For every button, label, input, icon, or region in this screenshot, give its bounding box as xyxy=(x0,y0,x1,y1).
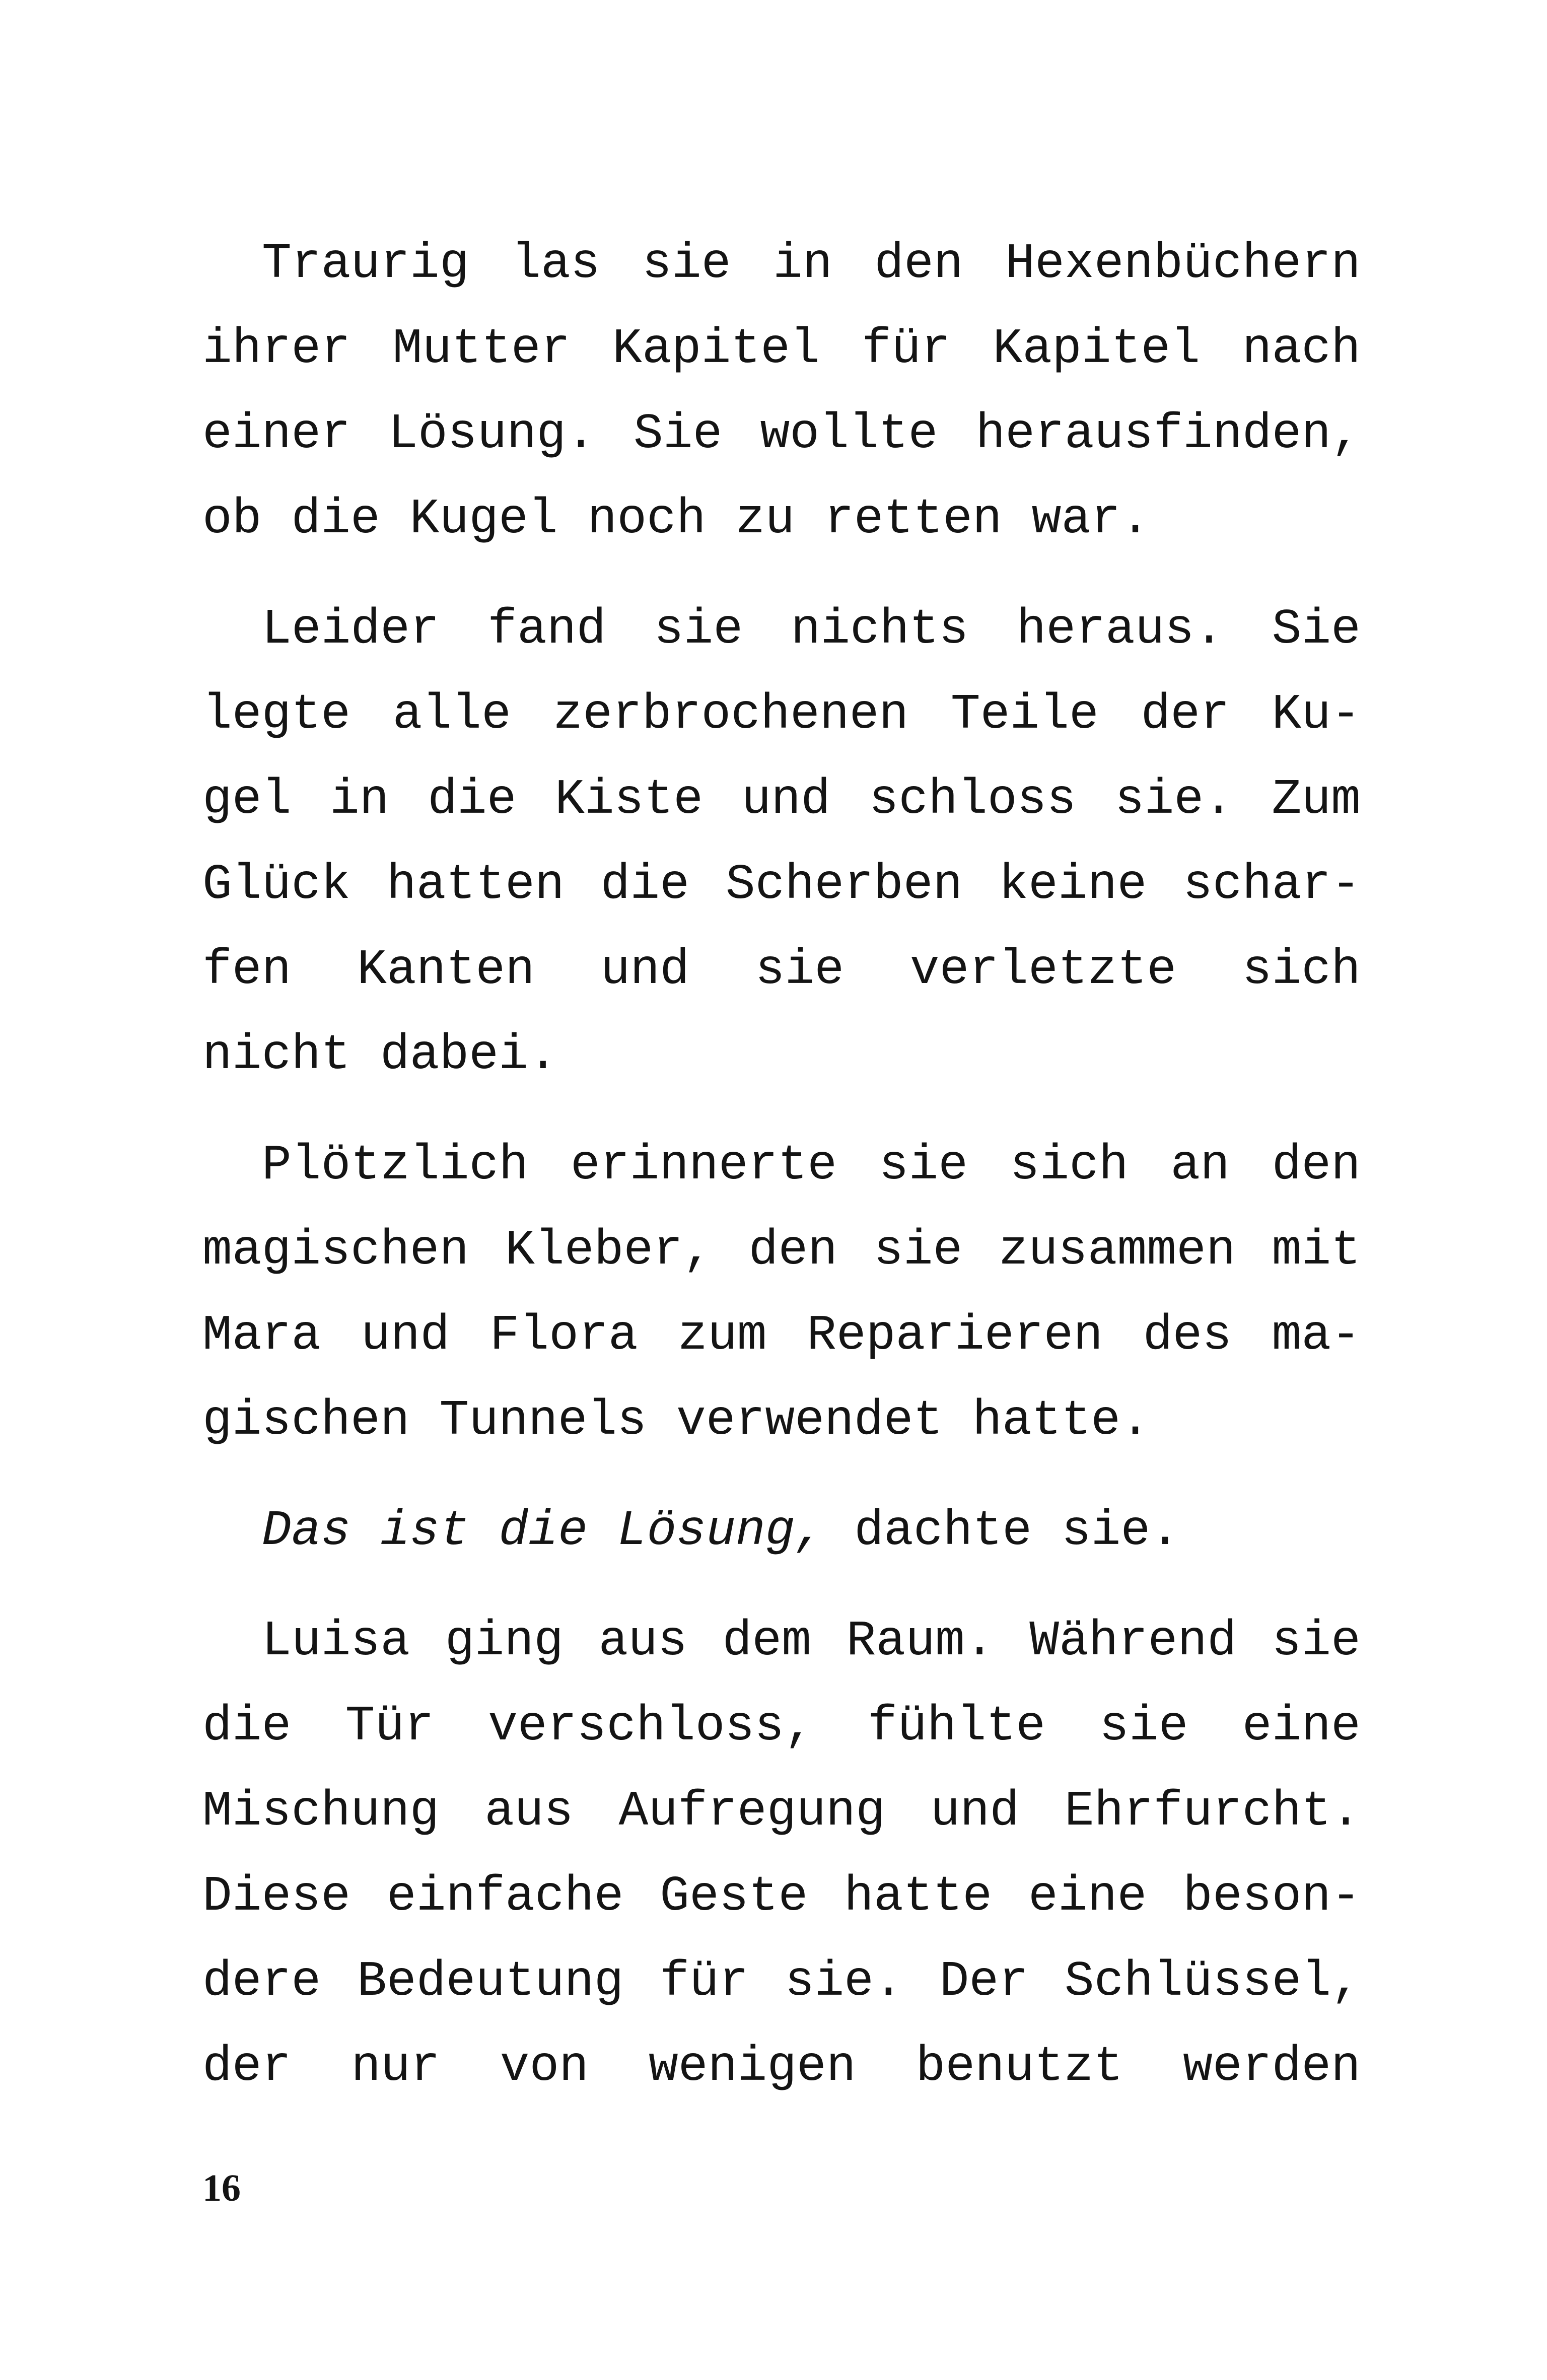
word: Kapitel xyxy=(612,321,820,377)
word: Kiste xyxy=(555,772,704,828)
word: hatte xyxy=(844,1869,993,1925)
word: wenigen xyxy=(648,2039,856,2095)
word: herausfinden, xyxy=(975,406,1361,462)
word: und xyxy=(361,1308,450,1364)
word: die xyxy=(600,857,690,913)
word: alle xyxy=(392,687,511,743)
word: die xyxy=(202,1699,292,1755)
paragraph-1-line-1 xyxy=(202,229,1361,300)
word: und xyxy=(741,772,831,828)
paragraph-1-line-4 xyxy=(202,484,1361,555)
word: aus xyxy=(598,1614,687,1669)
word: einfache xyxy=(386,1869,624,1925)
paragraph-2-line-3 xyxy=(202,765,1361,835)
word: Plötzlich xyxy=(262,1138,529,1194)
word: Kanten xyxy=(357,942,535,998)
paragraph-1-line-3 xyxy=(202,399,1361,470)
word: Tür xyxy=(345,1699,434,1755)
paragraph-2-line-4 xyxy=(202,850,1361,921)
word: dem xyxy=(722,1614,811,1669)
word: ging xyxy=(445,1614,564,1669)
paragraph-5-line-5 xyxy=(202,1947,1361,2017)
word: sie xyxy=(1099,1699,1188,1755)
word: für xyxy=(862,321,951,377)
word: nur xyxy=(351,2039,440,2095)
word: Geste xyxy=(660,1869,808,1925)
word: Mutter xyxy=(392,321,571,377)
word: schar- xyxy=(1183,857,1361,913)
word: und xyxy=(600,942,690,998)
word: fand xyxy=(487,602,606,658)
page-number: 16 xyxy=(202,2167,241,2209)
word: schloss xyxy=(869,772,1077,828)
word: und xyxy=(930,1784,1020,1840)
word: den xyxy=(874,236,963,292)
paragraph-3-line-2 xyxy=(202,1216,1361,1286)
line-text: nicht dabei. xyxy=(202,1027,558,1083)
line-text: ob die Kugel noch zu retten war. xyxy=(202,492,1150,547)
word: einer xyxy=(202,406,351,462)
word: Luisa xyxy=(262,1614,410,1669)
word: eine xyxy=(1242,1699,1361,1755)
word: der xyxy=(1141,687,1230,743)
word: sie. xyxy=(785,1954,903,2010)
paragraph-5-line-6 xyxy=(202,2032,1361,2103)
word: Ehrfurcht. xyxy=(1064,1784,1361,1840)
paragraph-4-line-1 xyxy=(202,1496,1361,1567)
line-text: gischen Tunnels verwendet hatte. xyxy=(202,1393,1150,1449)
word: von xyxy=(500,2039,589,2095)
word: legte xyxy=(202,687,351,743)
word: zusammen xyxy=(999,1223,1236,1279)
word: nichts xyxy=(791,602,969,658)
word: zerbrochenen xyxy=(553,687,909,743)
paragraph-5-line-1 xyxy=(202,1606,1361,1677)
word: Diese xyxy=(202,1869,351,1925)
word: sie xyxy=(755,942,845,998)
word: Mara xyxy=(202,1308,321,1364)
word: werden xyxy=(1183,2039,1361,2095)
word: Traurig xyxy=(262,236,469,292)
line-text: dachte sie. xyxy=(824,1503,1180,1559)
word: sie xyxy=(879,1138,968,1194)
word: ihrer xyxy=(202,321,351,377)
word: Flora xyxy=(489,1308,638,1364)
word: Teile xyxy=(950,687,1099,743)
word: sie xyxy=(873,1223,963,1279)
paragraph-2-line-5 xyxy=(202,935,1361,1006)
word: den xyxy=(1272,1138,1361,1194)
word: Zum xyxy=(1272,772,1361,828)
word: eine xyxy=(1028,1869,1147,1925)
word: dere xyxy=(202,1954,321,2010)
word: Aufregung xyxy=(618,1784,885,1840)
word: Hexenbüchern xyxy=(1005,236,1361,292)
word: sie. xyxy=(1114,772,1234,828)
word: für xyxy=(660,1954,749,2010)
word: nach xyxy=(1242,321,1361,377)
paragraph-3-line-4 xyxy=(202,1386,1361,1456)
word: in xyxy=(329,772,389,828)
paragraph-5-line-3 xyxy=(202,1777,1361,1847)
word: die xyxy=(428,772,517,828)
paragraph-3-line-3 xyxy=(202,1301,1361,1371)
paragraph-2-line-2 xyxy=(202,680,1361,750)
word: Bedeutung xyxy=(357,1954,624,2010)
word: gel xyxy=(202,772,292,828)
word: der xyxy=(202,2039,292,2095)
word: Während xyxy=(1029,1614,1237,1669)
word: heraus. xyxy=(1016,602,1224,658)
word: Leider xyxy=(262,602,440,658)
word: des xyxy=(1143,1308,1232,1364)
word: sich xyxy=(1010,1138,1129,1194)
word: fühlte xyxy=(868,1699,1046,1755)
word: aus xyxy=(484,1784,574,1840)
paragraph-2-line-6 xyxy=(202,1020,1361,1091)
word: Kapitel xyxy=(993,321,1201,377)
word: benutzt xyxy=(916,2039,1123,2095)
word: Schlüssel, xyxy=(1064,1954,1361,2010)
word: Sie xyxy=(633,406,723,462)
word: Lösung. xyxy=(388,406,596,462)
italic-thought: Das ist die Lösung, xyxy=(262,1503,825,1559)
paragraph-3-line-1 xyxy=(202,1131,1361,1201)
word: Kleber, xyxy=(505,1223,713,1279)
word: keine xyxy=(999,857,1147,913)
word: Ku- xyxy=(1272,687,1361,743)
word: verletzte xyxy=(909,942,1177,998)
word: sie xyxy=(654,602,743,658)
word: wollte xyxy=(760,406,938,462)
word: in xyxy=(773,236,832,292)
word: Scherben xyxy=(725,857,963,913)
word: Mischung xyxy=(202,1784,440,1840)
word: Reparieren xyxy=(807,1308,1103,1364)
word: hatten xyxy=(386,857,565,913)
word: Raum. xyxy=(846,1614,995,1669)
paragraph-2-line-1 xyxy=(202,595,1361,665)
word: mit xyxy=(1272,1223,1361,1279)
word: Sie xyxy=(1272,602,1361,658)
word: sie xyxy=(642,236,731,292)
word: magischen xyxy=(202,1223,469,1279)
word: Der xyxy=(939,1954,1029,2010)
word: zum xyxy=(678,1308,767,1364)
word: sich xyxy=(1242,942,1361,998)
word: las xyxy=(511,236,600,292)
paragraph-5-line-2 xyxy=(202,1692,1361,1762)
word: beson- xyxy=(1183,1869,1361,1925)
paragraph-1-line-2 xyxy=(202,314,1361,385)
word: verschloss, xyxy=(488,1699,814,1755)
word: fen xyxy=(202,942,292,998)
word: ma- xyxy=(1272,1308,1361,1364)
paragraph-5-line-4 xyxy=(202,1862,1361,1932)
word: den xyxy=(748,1223,838,1279)
word: sie xyxy=(1272,1614,1361,1669)
word: an xyxy=(1170,1138,1230,1194)
word: Glück xyxy=(202,857,351,913)
word: erinnerte xyxy=(570,1138,837,1194)
